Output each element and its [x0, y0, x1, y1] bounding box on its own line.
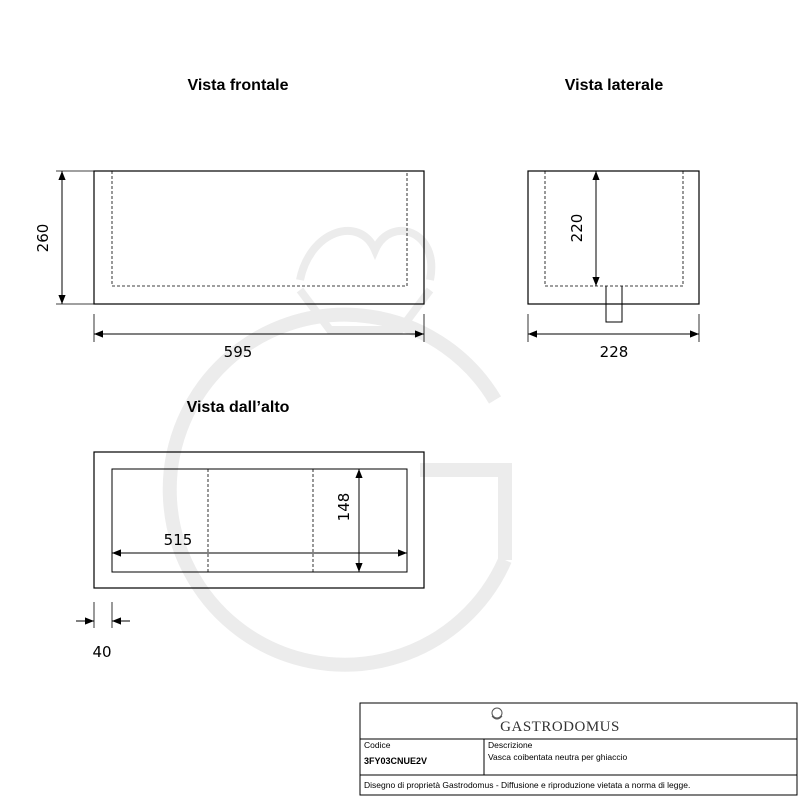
description-label: Descrizione [488, 740, 533, 750]
front-height-label: 260 [34, 223, 52, 253]
brand-logo-text: GASTRODOMUS [500, 719, 620, 735]
chef-hat-icon [492, 708, 502, 718]
side-inner-height-label: 220 [568, 213, 586, 243]
front-width-label: 595 [223, 343, 253, 361]
ownership-footer: Disegno di proprietà Gastrodomus - Diffusione e riproduzione vietata a norma di legge. [364, 780, 691, 790]
front-inner-hidden-line [112, 171, 407, 286]
watermark-logo [170, 231, 505, 665]
wall-thickness-dimension [76, 602, 130, 661]
top-inner-depth-label: 148 [335, 492, 353, 522]
gastrodomus-logo [492, 708, 620, 735]
side-width-dimension [528, 314, 699, 361]
front-height-dimension [34, 171, 94, 304]
top-outer-outline [94, 452, 424, 588]
description-value: Vasca coibentata neutra per ghiaccio [488, 752, 628, 762]
front-view-title: Vista frontale [187, 77, 289, 94]
top-view [94, 452, 424, 588]
title-block [360, 703, 797, 795]
wall-thickness-label: 40 [92, 643, 112, 661]
side-width-label: 228 [599, 343, 629, 361]
side-view [528, 171, 699, 322]
top-inner-width-label: 515 [163, 531, 193, 549]
code-label: Codice [364, 740, 391, 750]
top-inner-outline [112, 469, 407, 572]
side-outer-outline [528, 171, 699, 304]
front-outer-outline [94, 171, 424, 304]
side-inner-hidden-line [545, 171, 683, 286]
side-view-title: Vista laterale [564, 77, 664, 94]
top-view-title: Vista dall’alto [186, 399, 290, 416]
code-value: 3FY03CNUE2V [364, 756, 428, 766]
front-view [94, 171, 424, 304]
